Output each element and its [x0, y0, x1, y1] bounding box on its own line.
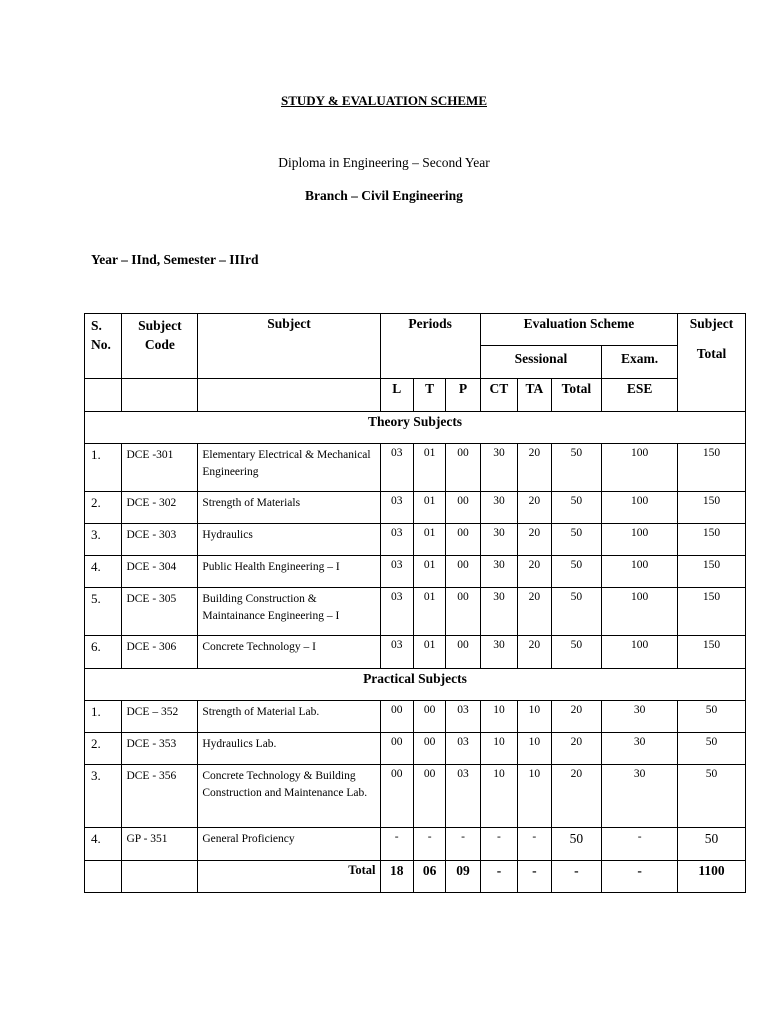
cell-ese: 100	[602, 636, 678, 669]
cell-t: 01	[413, 588, 445, 636]
header-subject-total-top: Subject	[689, 316, 734, 331]
cell-total: 20	[551, 733, 602, 765]
grand-total-total: -	[551, 861, 602, 893]
grand-total-ta: -	[518, 861, 551, 893]
cell-subject: General Proficiency	[198, 828, 380, 861]
cell-ese: 100	[602, 588, 678, 636]
cell-ct: 30	[480, 444, 517, 492]
cell-l: 03	[380, 492, 413, 524]
table-row	[85, 733, 746, 765]
cell-ct: -	[480, 828, 517, 861]
grand-total-ct: -	[480, 861, 517, 893]
cell-l: 00	[380, 765, 413, 828]
header-exam: Exam.	[602, 346, 678, 379]
cell-l: 03	[380, 588, 413, 636]
cell-ta: -	[518, 828, 551, 861]
cell-l: 03	[380, 524, 413, 556]
cell-p: 00	[446, 524, 480, 556]
cell-ese: 100	[602, 444, 678, 492]
table-row	[85, 636, 746, 669]
cell-total: 50	[551, 636, 602, 669]
cell-ta: 20	[518, 492, 551, 524]
cell-ese: 100	[602, 524, 678, 556]
cell-total: 50	[551, 444, 602, 492]
cell-p: 03	[446, 733, 480, 765]
cell-code: DCE – 352	[122, 701, 198, 733]
header-total: Total	[551, 379, 602, 412]
cell-t: 01	[413, 492, 445, 524]
cell-subject-total: 50	[678, 765, 746, 828]
cell-subject-total: 150	[678, 636, 746, 669]
cell-ct: 30	[480, 524, 517, 556]
cell-subject-total: 50	[678, 733, 746, 765]
header-p: P	[446, 379, 480, 412]
grand-total-row	[85, 861, 746, 893]
header-sessional: Sessional	[480, 346, 601, 379]
cell-t: 01	[413, 636, 445, 669]
grand-total-t: 06	[413, 861, 445, 893]
cell-subject-total: 150	[678, 444, 746, 492]
cell-sno: 4.	[85, 828, 122, 861]
header-empty-sno	[85, 379, 122, 412]
cell-code: DCE - 302	[122, 492, 198, 524]
cell-code: DCE - 356	[122, 765, 198, 828]
cell-ct: 30	[480, 636, 517, 669]
cell-sno: 4.	[85, 556, 122, 588]
cell-l: 00	[380, 733, 413, 765]
table-row	[85, 556, 746, 588]
cell-ta: 10	[518, 733, 551, 765]
cell-total: 50	[551, 524, 602, 556]
header-ta: TA	[518, 379, 551, 412]
cell-sno: 1.	[85, 444, 122, 492]
grand-total-p: 09	[446, 861, 480, 893]
table-row	[85, 524, 746, 556]
grand-total-label: Total	[198, 861, 380, 893]
cell-p: 03	[446, 701, 480, 733]
cell-ese: 100	[602, 556, 678, 588]
cell-sno: 5.	[85, 588, 122, 636]
cell-code: DCE -301	[122, 444, 198, 492]
header-sno: S. No.	[85, 314, 122, 379]
cell-subject: Hydraulics Lab.	[198, 733, 380, 765]
cell-ta: 10	[518, 701, 551, 733]
cell-subject-total: 50	[678, 701, 746, 733]
total-empty-sno	[85, 861, 122, 893]
cell-ta: 20	[518, 636, 551, 669]
cell-subject: Hydraulics	[198, 524, 380, 556]
cell-subject: Elementary Electrical & Mechanical Engineering	[198, 444, 380, 492]
cell-total: 20	[551, 765, 602, 828]
cell-code: DCE - 306	[122, 636, 198, 669]
header-t: T	[413, 379, 445, 412]
cell-sno: 2.	[85, 733, 122, 765]
cell-p: 00	[446, 588, 480, 636]
header-periods: Periods	[380, 314, 480, 379]
grand-total-ese: -	[602, 861, 678, 893]
cell-sno: 1.	[85, 701, 122, 733]
cell-code: DCE - 304	[122, 556, 198, 588]
cell-sno: 3.	[85, 765, 122, 828]
header-evaluation-scheme: Evaluation Scheme	[480, 314, 677, 346]
cell-sno: 2.	[85, 492, 122, 524]
header-l: L	[380, 379, 413, 412]
cell-total: 50	[551, 588, 602, 636]
header-empty-subject	[198, 379, 380, 412]
cell-t: 01	[413, 444, 445, 492]
cell-subject: Strength of Materials	[198, 492, 380, 524]
cell-t: 00	[413, 765, 445, 828]
cell-t: 01	[413, 556, 445, 588]
cell-subject-total: 50	[678, 828, 746, 861]
cell-t: 01	[413, 524, 445, 556]
cell-subject-total: 150	[678, 492, 746, 524]
branch-heading: Branch – Civil Engineering	[305, 188, 463, 203]
cell-subject: Strength of Material Lab.	[198, 701, 380, 733]
table-row	[85, 765, 746, 828]
header-ct: CT	[480, 379, 517, 412]
cell-p: 00	[446, 556, 480, 588]
cell-code: GP - 351	[122, 828, 198, 861]
cell-t: 00	[413, 733, 445, 765]
cell-p: 00	[446, 444, 480, 492]
cell-ct: 10	[480, 765, 517, 828]
cell-ta: 20	[518, 556, 551, 588]
year-semester-heading: Year – IInd, Semester – IIIrd	[91, 252, 259, 267]
cell-l: 03	[380, 556, 413, 588]
grand-total-l: 18	[380, 861, 413, 893]
table-row	[85, 444, 746, 492]
cell-subject-total: 150	[678, 524, 746, 556]
grand-total-subject-total: 1100	[678, 861, 746, 893]
cell-subject: Concrete Technology – I	[198, 636, 380, 669]
table-row	[85, 701, 746, 733]
document-title: STUDY & EVALUATION SCHEME	[281, 93, 487, 108]
cell-subject-total: 150	[678, 556, 746, 588]
cell-ese: 100	[602, 492, 678, 524]
document-subtitle: Diploma in Engineering – Second Year	[278, 155, 490, 170]
cell-ese: 30	[602, 765, 678, 828]
cell-code: DCE - 303	[122, 524, 198, 556]
theory-subjects-label: Theory Subjects	[85, 412, 746, 444]
header-ese: ESE	[602, 379, 678, 412]
cell-total: 20	[551, 701, 602, 733]
header-subject: Subject	[198, 314, 380, 379]
cell-code: DCE - 305	[122, 588, 198, 636]
cell-ct: 30	[480, 492, 517, 524]
table-row	[85, 588, 746, 636]
cell-ct: 30	[480, 556, 517, 588]
cell-ct: 30	[480, 588, 517, 636]
cell-ct: 10	[480, 733, 517, 765]
cell-l: 03	[380, 444, 413, 492]
cell-ta: 20	[518, 444, 551, 492]
table-row	[85, 828, 746, 861]
cell-total: 50	[551, 556, 602, 588]
evaluation-scheme-table	[84, 313, 746, 893]
header-empty-code	[122, 379, 198, 412]
cell-total: 50	[551, 828, 602, 861]
cell-p: 00	[446, 492, 480, 524]
header-subject-total	[678, 314, 746, 412]
cell-subject-total: 150	[678, 588, 746, 636]
cell-p: -	[446, 828, 480, 861]
cell-p: 03	[446, 765, 480, 828]
cell-ta: 20	[518, 588, 551, 636]
cell-l: -	[380, 828, 413, 861]
cell-ta: 10	[518, 765, 551, 828]
cell-t: 00	[413, 701, 445, 733]
cell-subject: Concrete Technology & Building Construction and Maintenance Lab.	[198, 765, 380, 828]
cell-t: -	[413, 828, 445, 861]
header-subject-total-bottom: Total	[696, 346, 727, 361]
cell-subject: Public Health Engineering – I	[198, 556, 380, 588]
cell-ct: 10	[480, 701, 517, 733]
cell-p: 00	[446, 636, 480, 669]
cell-l: 03	[380, 636, 413, 669]
cell-code: DCE - 353	[122, 733, 198, 765]
cell-ese: 30	[602, 733, 678, 765]
cell-ta: 20	[518, 524, 551, 556]
cell-ese: -	[602, 828, 678, 861]
cell-subject: Building Construction & Maintainance Engineering – I	[198, 588, 380, 636]
total-empty-code	[122, 861, 198, 893]
cell-sno: 3.	[85, 524, 122, 556]
table-row	[85, 492, 746, 524]
cell-ese: 30	[602, 701, 678, 733]
cell-sno: 6.	[85, 636, 122, 669]
practical-subjects-label: Practical Subjects	[85, 669, 746, 701]
cell-total: 50	[551, 492, 602, 524]
header-subject-code: Subject Code	[122, 314, 198, 379]
cell-l: 00	[380, 701, 413, 733]
